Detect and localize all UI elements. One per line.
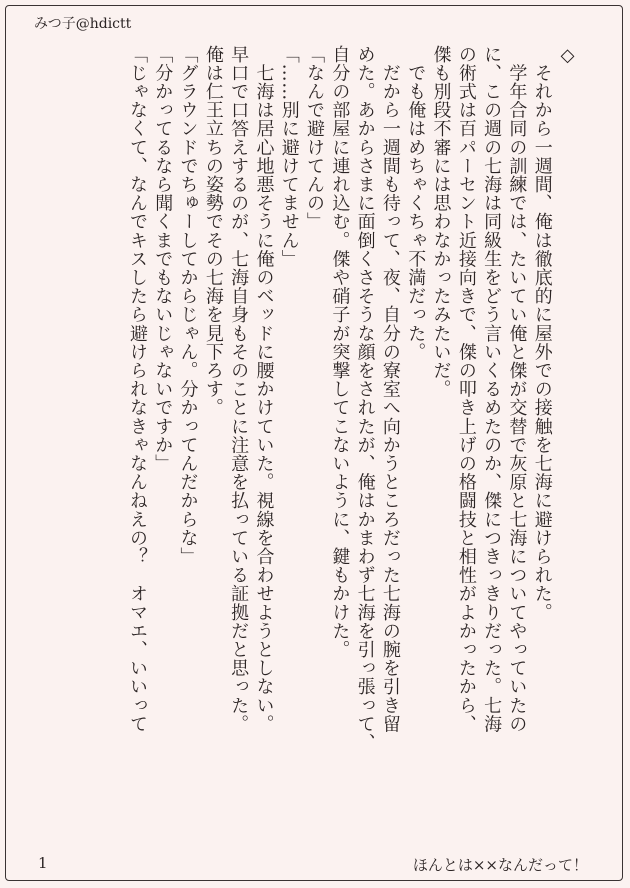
text-line: 「グラウンドでちゅーしてからじゃん。分かってんだからな」 xyxy=(177,45,199,566)
page-frame xyxy=(5,5,623,881)
text-line: の術式は百パーセント近接向きで、傑の叩き上げの格闘技と相性がよかったから、 xyxy=(455,45,477,734)
author-name: みつ子@hdictt xyxy=(34,16,132,32)
text-line: それから一週間、俺は徹底的に屋外での接触を七海に避けられた。 xyxy=(531,45,553,622)
text-line: 学年合同の訓練では、たいてい俺と傑が交替で灰原と七海についてやっていたの xyxy=(506,45,528,734)
text-line: だから一週間も待って、夜、自分の寮室へ向かうところだった七海の腕を引き留 xyxy=(379,45,401,734)
text-line: 七海は居心地悪そうに俺のベッドに腰かけていた。視線を合わせようとしない。 xyxy=(253,45,275,734)
text-line: 傑も別段不審には思わなかったみたいだ。 xyxy=(430,45,452,399)
text-line: でも俺はめちゃくちゃ不満だった。 xyxy=(405,45,427,362)
text-line: 「分かってるなら聞くまでもないじゃないですか」 xyxy=(152,45,174,473)
text-line: 俺は仁王立ちの姿勢でその七海を見下ろす。 xyxy=(202,45,224,417)
story-title: ほんとは××なんだって！ xyxy=(412,856,588,874)
text-line: 「じゃなくて、なんでキスしたら避けられなきゃなんねえの？ オマエ、いいって xyxy=(126,45,148,734)
text-line: 「なんで避けてんの」 xyxy=(304,45,326,231)
novel-body xyxy=(125,45,580,845)
page-number: 1 xyxy=(38,854,48,872)
text-line: めた。あからさまに面倒くさそうな顔をされたが、俺はかまわず七海を引っ張って、 xyxy=(354,45,376,752)
text-line: 早口で口答えするのが、七海自身もそのことに注意を払っている証拠だと思った。 xyxy=(228,45,250,734)
text-line: ◇ xyxy=(557,45,578,67)
text-line: 自分の部屋に連れ込む。傑や硝子が突撃してこないように、鍵もかけた。 xyxy=(329,45,351,659)
text-line: 「……別に避けてません」 xyxy=(278,45,300,269)
text-line: に、この週の七海は同級生をどう言いくるめたのか、傑につきっきりだった。七海 xyxy=(481,45,503,734)
